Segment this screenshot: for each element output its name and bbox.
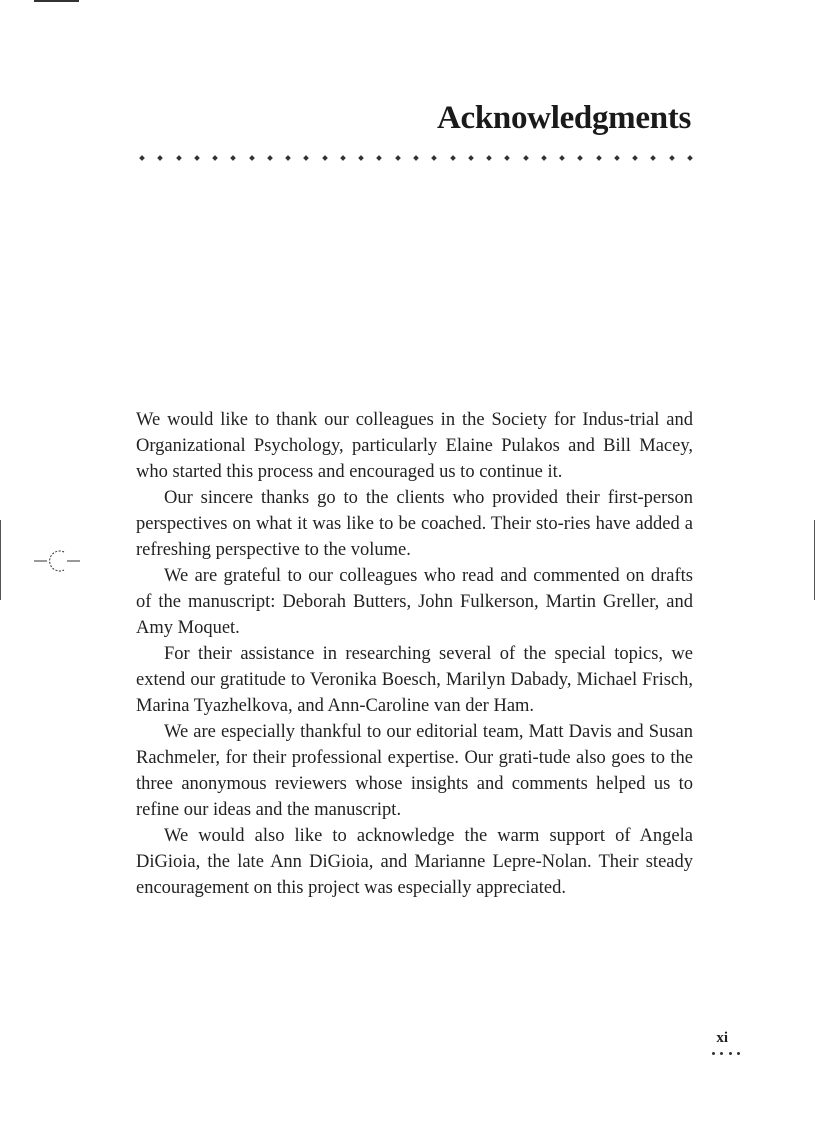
acknowledgments-body xyxy=(136,407,693,901)
rule-dot xyxy=(194,155,200,161)
rule-dot xyxy=(395,155,401,161)
rule-dot xyxy=(322,155,328,161)
folio-dots xyxy=(712,1052,740,1056)
top-crop-rule xyxy=(34,0,79,2)
rule-dot xyxy=(596,155,602,161)
rule-dot xyxy=(249,155,255,161)
rule-dot xyxy=(578,155,584,161)
rule-dot xyxy=(358,155,364,161)
registration-mark-icon xyxy=(34,546,80,576)
rule-dot xyxy=(651,155,657,161)
rule-dot xyxy=(267,155,273,161)
rule-dot xyxy=(559,155,565,161)
rule-dot xyxy=(669,155,675,161)
page-number: xi xyxy=(716,1030,728,1046)
rule-dot xyxy=(614,155,620,161)
paragraph-readers: We are grateful to our colleagues who read and commented on drafts of the manuscript: Deborah Butters, John Fulkerson, Martin Greller, and Amy Moquet. xyxy=(136,566,693,638)
ornamental-dot-rule xyxy=(140,150,692,166)
paragraph-editorial-team: We are especially thankful to our editorial team, Matt Davis and Susan Rachmeler, for their professional expertise. Our grati-tude also goes to the three anonymous reviewers whose insights and comments helped us to refine our ideas and the manuscript. xyxy=(136,722,693,820)
paragraph-research-assistance: For their assistance in researching several of the special topics, we extend our gratitude to Veronika Boesch, Marilyn Dabady, Michael Frisch, Marina Tyazhelkova, and Ann-Caroline van der Ham. xyxy=(136,644,693,716)
page-title: Acknowledgments xyxy=(436,100,691,136)
rule-dot xyxy=(450,155,456,161)
rule-dot xyxy=(486,155,492,161)
rule-dot xyxy=(431,155,437,161)
paragraph-warm-support: We would also like to acknowledge the warm support of Angela DiGioia, the late Ann DiGioia, and Marianne Lepre-Nolan. Their steady encouragement on this project was especially appreciated. xyxy=(136,826,693,898)
rule-dot xyxy=(212,155,218,161)
left-margin-bar xyxy=(0,520,1,600)
rule-dot xyxy=(139,155,145,161)
rule-dot xyxy=(304,155,310,161)
rule-dot xyxy=(632,155,638,161)
paragraph-clients-colleagues: We would like to thank our colleagues in the Society for Indus-trial and Organizational Psychology, particularly Elaine Pulakos and Bill Macey, who started this process and encouraged us to continue it. xyxy=(136,410,693,482)
rule-dot xyxy=(468,155,474,161)
rule-dot xyxy=(176,155,182,161)
paragraph-clients: Our sincere thanks go to the clients who provided their first-person perspectives on what it was like to be coached. Their sto-ries have added a refreshing perspective to the volume. xyxy=(136,488,693,560)
rule-dot xyxy=(504,155,510,161)
rule-dot xyxy=(377,155,383,161)
rule-dot xyxy=(541,155,547,161)
rule-dot xyxy=(157,155,163,161)
right-margin-bar xyxy=(814,520,815,600)
rule-dot xyxy=(230,155,236,161)
rule-dot xyxy=(413,155,419,161)
rule-dot xyxy=(340,155,346,161)
rule-dot xyxy=(285,155,291,161)
rule-dot xyxy=(523,155,529,161)
rule-dot xyxy=(687,155,693,161)
